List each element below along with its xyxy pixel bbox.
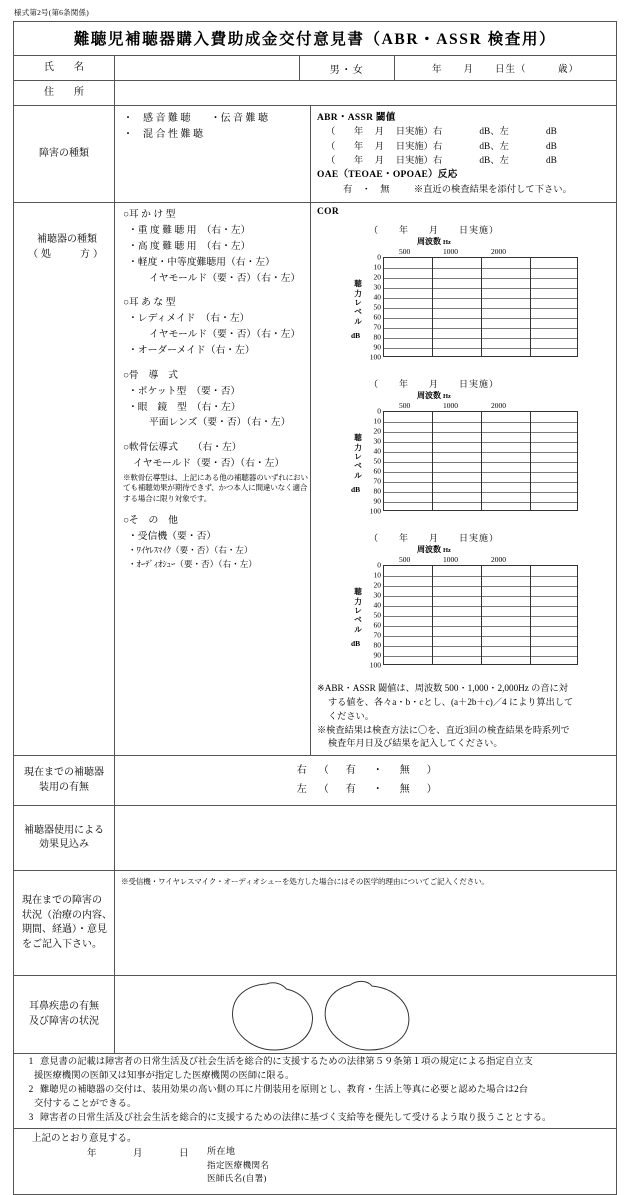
test-result-note-line-1: ※検査結果は検査方法に〇を、直近3回の検査結果を時系列で [317,724,570,735]
audiogram-1-ylabel: 聴 力 レ ベ ル [354,279,362,326]
audiogram-1-xaxis-label [317,236,616,247]
ytick: 40 [373,600,381,610]
hearing-aid-label-line-2: （処 方） [28,248,106,260]
ha-item-wireless-mic[interactable]: ・ﾜｲﾔﾚｽﾏｲｸ（要・否）（右・左） [128,545,253,556]
signature-block [14,1128,616,1194]
name-input[interactable] [114,56,299,80]
ear-disease-label-line-1: 耳鼻疾患の有無 [29,1001,99,1013]
audiogram-2-freq-ticks [317,401,616,411]
ha-item-audio-shoe[interactable]: ・ｵｰﾃﾞｨｵｼｭｰ（要・否）（右・左） [128,559,257,570]
audiogram-2-ylabel: 聴 力 レ ベ ル [354,433,362,480]
audiogram-2-xunit: Hz [443,393,451,401]
birthdate-field[interactable]: 年 月 日生（ 歳） [394,56,616,80]
ytick: 90 [373,496,381,506]
abr-threshold-block [310,106,616,202]
audiogram-3-yunit: dB [351,639,361,649]
abr-calc-note-line-2: する値を、各々a・b・cとし、(a＋2b＋c)／4 により算出して [328,696,574,707]
current-status-input[interactable] [114,871,616,975]
audiogram-2-yunit: dB [351,485,361,495]
ear-disease-label-line-2: 及び障害の状況 [29,1015,99,1027]
audiogram-1-date[interactable]: （ 年 月 日実施） [369,225,500,236]
ha-item-flat-lens[interactable]: 平面レンズ（要・否）（右・左） [149,417,291,429]
footer-note-2-number: 2 [28,1084,34,1095]
hearing-aid-options[interactable] [114,203,310,755]
ha-item-eyeglass[interactable]: ・眼 鏡 型 （右・左） [128,401,241,413]
ha-item-severe[interactable]: ・重 度 難 聴 用 （右・左） [128,224,251,236]
audiogram-3 [317,531,616,679]
ytick: 20 [373,272,381,282]
footer-note-2 [22,1084,610,1098]
ytick: 80 [373,332,381,342]
ytick: 40 [373,292,381,302]
ha-item-ordermade[interactable]: ・オーダーメイド（右・左） [128,345,255,356]
wearing-right-ear[interactable]: 右 （ 有 ・ 無 ） [296,765,441,777]
abr-threshold-row-1[interactable]: （ 年 月 日実施）右 dB、左 dB [326,127,557,138]
ha-group-heading-cartilage-conduction: ○軟骨伝導式 （右・左） [123,442,242,454]
signature-statement: 上記のとおり意見する。 [32,1133,137,1144]
wearing-label-line-2: 装用の有無 [39,781,89,793]
wearing-left-ear[interactable]: 左 （ 有 ・ 無 ） [296,783,441,795]
signature-institution-label[interactable]: 指定医療機関名 [207,1160,270,1171]
ear-disease-row [14,975,616,1053]
footer-note-2-line-2: 交付することができる。 [34,1098,137,1109]
ytick: 0 [377,560,381,570]
ytick: 50 [373,610,381,620]
ytick: 20 [373,426,381,436]
wearing-label-line-1: 現在までの補聴器 [24,767,104,779]
ha-item-earmold-1[interactable]: イヤモールド（要・否）（右・左） [149,272,301,284]
audiogram-1-grid[interactable] [383,257,578,357]
ytick: 10 [373,570,381,580]
footer-notes [14,1053,616,1128]
ytick: 100 [369,660,381,670]
address-label: 住 所 [44,86,84,98]
main-form-table [13,21,617,1195]
eardrum-diagram-icon [115,976,616,1054]
ytick: 30 [373,590,381,600]
audiogram-3-grid[interactable] [383,565,578,665]
audiogram-3-tick-1000: 1000 [443,555,458,565]
disability-type-label: 障害の種類 [39,147,89,159]
ear-disease-label [14,976,114,1053]
ytick: 90 [373,342,381,352]
audiogram-3-tick-500: 500 [399,555,411,565]
audiogram-2-xaxis-label [317,390,616,401]
ytick: 100 [369,352,381,362]
ytick: 100 [369,506,381,516]
audiogram-3-yticks [359,560,381,670]
audiogram-2 [317,377,616,525]
wearing-history-row [14,755,616,805]
title-row [14,22,616,55]
signature-doctor-label[interactable]: 医師氏名(自署) [207,1173,267,1184]
hearing-aid-label-line-1: 補聴器の種類 [37,234,97,246]
ytick: 60 [373,466,381,476]
status-label-line-1: 現在までの障害の [22,895,102,907]
audiogram-2-yticks [359,406,381,516]
address-row [14,80,616,105]
oae-heading: OAE（TEOAE・OPOAE）反応 [317,170,458,181]
oae-response-options[interactable] [317,183,616,197]
ytick: 40 [373,446,381,456]
audiogram-2-tick-2000: 2000 [491,401,506,411]
ytick: 0 [377,252,381,262]
expected-effect-input[interactable] [114,806,616,870]
status-label-line-3: 期間、経過）・意見 [22,924,107,936]
ytick: 10 [373,262,381,272]
audiogram-1-xunit: Hz [443,239,451,247]
audiogram-3-date[interactable]: （ 年 月 日実施） [369,533,500,544]
ha-group-heading-in-ear: ○耳 あ な 型 [123,297,176,309]
current-status-label [14,871,114,975]
footer-note-3 [22,1112,610,1126]
audiogram-1-tick-2000: 2000 [491,247,506,257]
hearing-aid-and-cor-row [14,202,616,755]
effect-label-line-2: 効果見込み [39,839,89,851]
abr-threshold-row-3[interactable]: （ 年 月 日実施）右 dB、左 dB [326,156,557,167]
ear-drawing-area[interactable] [114,976,616,1053]
audiogram-1 [317,223,616,371]
name-label: 氏 名 [44,61,84,73]
ytick: 30 [373,282,381,292]
abr-heading: ABR・ASSR 閾値 [317,113,396,123]
effect-label-line-1: 補聴器使用による [24,824,104,836]
status-label-line-2: 状況（治療の内容、 [22,909,112,921]
audiogram-2-tick-500: 500 [399,401,411,411]
disability-option-line-2[interactable]: ・ 混 合 性 難 聴 [123,128,203,140]
ytick: 60 [373,620,381,630]
name-row [14,55,616,80]
audiogram-3-ylabel: 聴 力 レ ベ ル [354,587,362,634]
abr-calc-note-line-3: ください。 [328,710,374,721]
cor-heading: COR [317,207,340,218]
audiogram-1-tick-1000: 1000 [443,247,458,257]
audiogram-1-yunit: dB [351,331,361,341]
audiogram-1-yticks [359,252,381,362]
expected-effect-row [14,805,616,870]
signature-place-label[interactable]: 所在地 [207,1146,236,1157]
ytick: 60 [373,312,381,322]
ytick: 70 [373,630,381,640]
ha-item-receiver[interactable]: ・受信機（要・否） [128,530,217,542]
wearing-history-options[interactable] [114,756,616,805]
ha-item-earmold-3[interactable]: イヤモールド（要・否）（右・左） [133,458,285,470]
audiogram-3-tick-2000: 2000 [491,555,506,565]
ytick: 80 [373,640,381,650]
footer-note-1-number: 1 [28,1057,34,1068]
sex-field[interactable]: 男・女 [299,56,394,80]
audiogram-2-grid[interactable] [383,411,578,511]
footer-note-2-line-1: 難聴児の補聴器の交付は、装用効果の高い側の耳に片側装用を原則とし、教育・生活上等真に必要と認めた場合は2台 [40,1084,529,1095]
ha-item-profound[interactable]: ・高 度 難 聴 用 （右・左） [128,240,251,252]
wearing-history-label [14,756,114,805]
footer-note-1 [22,1056,610,1070]
test-result-note-line-2: 検査年月日及び結果を記入してください。 [328,738,503,749]
ha-group-heading-bone-conduction: ○骨 導 式 [123,369,178,381]
ytick: 70 [373,476,381,486]
disability-option-line-1[interactable]: ・ 感 音 難 聴 ・伝 音 難 聴 [123,113,268,124]
audiogram-3-xaxis-label [317,544,616,555]
ha-item-mild-moderate[interactable]: ・軽度・中等度難聴用（右・左） [128,256,275,268]
oae-options[interactable]: 有 ・ 無 [343,184,390,195]
abr-calc-note-line-1: ※ABR・ASSR 閾値は、周波数 500・1,000・2,000Hz の音に対 [317,683,568,694]
ytick: 90 [373,650,381,660]
footer-note-1-line-2: 援医療機関の医師又は知事が指定した医療機関の医師に限る。 [34,1071,295,1082]
footer-note-1-line-1: 意見書の記載は障害者の日常生活及び社会生活を総合的に支援するための法律第５９条第１項の規定による指定自立支 [40,1057,533,1068]
ytick: 50 [373,302,381,312]
ha-item-earmold-2[interactable]: イヤモールド（要・否）（右・左） [149,329,301,341]
audiogram-1-freq-ticks [317,247,616,257]
disability-and-abr-row [14,105,616,202]
ytick: 20 [373,580,381,590]
ha-cartilage-note: ※軟骨伝導型は、上記にある他の補聴器のいずれにおいても補聴効果が期待できず、かつ本人に間違いなく適合する場合に限り対象です。 [123,473,308,503]
form-number: 様式第2号(第6条関係) [14,8,89,17]
address-input[interactable] [114,81,616,105]
ha-group-heading-behind-ear: ○耳 か け 型 [123,209,176,221]
disability-options[interactable] [114,106,310,202]
abr-threshold-row-2[interactable]: （ 年 月 日実施）右 dB、左 dB [326,141,557,152]
ytick: 50 [373,456,381,466]
ytick: 0 [377,406,381,416]
ytick: 80 [373,486,381,496]
cor-chart-panel [310,203,616,755]
ytick: 10 [373,416,381,426]
audiogram-3-freq-ticks [317,555,616,565]
current-status-note: ※受信機・ワイヤレスマイク・オーディオシューを処方した場合にはその医学的理由についてご記入ください。 [121,877,489,887]
ha-item-pocket[interactable]: ・ポケット型 （要・否） [128,385,241,397]
ha-item-readymade[interactable]: ・レディメイド （右・左） [128,313,250,325]
audiogram-2-tick-1000: 1000 [443,401,458,411]
ytick: 30 [373,436,381,446]
audiogram-3-xunit: Hz [443,547,451,555]
footer-note-3-line-1: 障害者の日常生活及び社会生活を総合的に支援するための法律に基づく支給等を優先して受けるよう取り扱うこととする。 [40,1112,552,1123]
right-notes [317,679,616,751]
footer-note-3-number: 3 [28,1112,34,1123]
audiogram-1-tick-500: 500 [399,247,411,257]
ytick: 70 [373,322,381,332]
hearing-aid-type-label [14,203,114,755]
current-status-row [14,870,616,975]
signature-date[interactable]: 年 月 日 [87,1148,191,1159]
audiogram-1-xlabel: 周波数 [417,237,441,247]
audiogram-2-date[interactable]: （ 年 月 日実施） [369,379,500,390]
expected-effect-label [14,806,114,870]
ha-group-heading-others: ○そ の 他 [123,514,178,526]
page-title: 難聴児補聴器購入費助成金交付意見書（ABR・ASSR 検査用） [73,31,557,48]
status-label-line-4: をご記入下さい。 [22,938,102,950]
audiogram-2-xlabel: 周波数 [417,391,441,401]
oae-note: ※直近の検査結果を添付して下さい。 [413,184,572,195]
audiogram-3-xlabel: 周波数 [417,545,441,555]
